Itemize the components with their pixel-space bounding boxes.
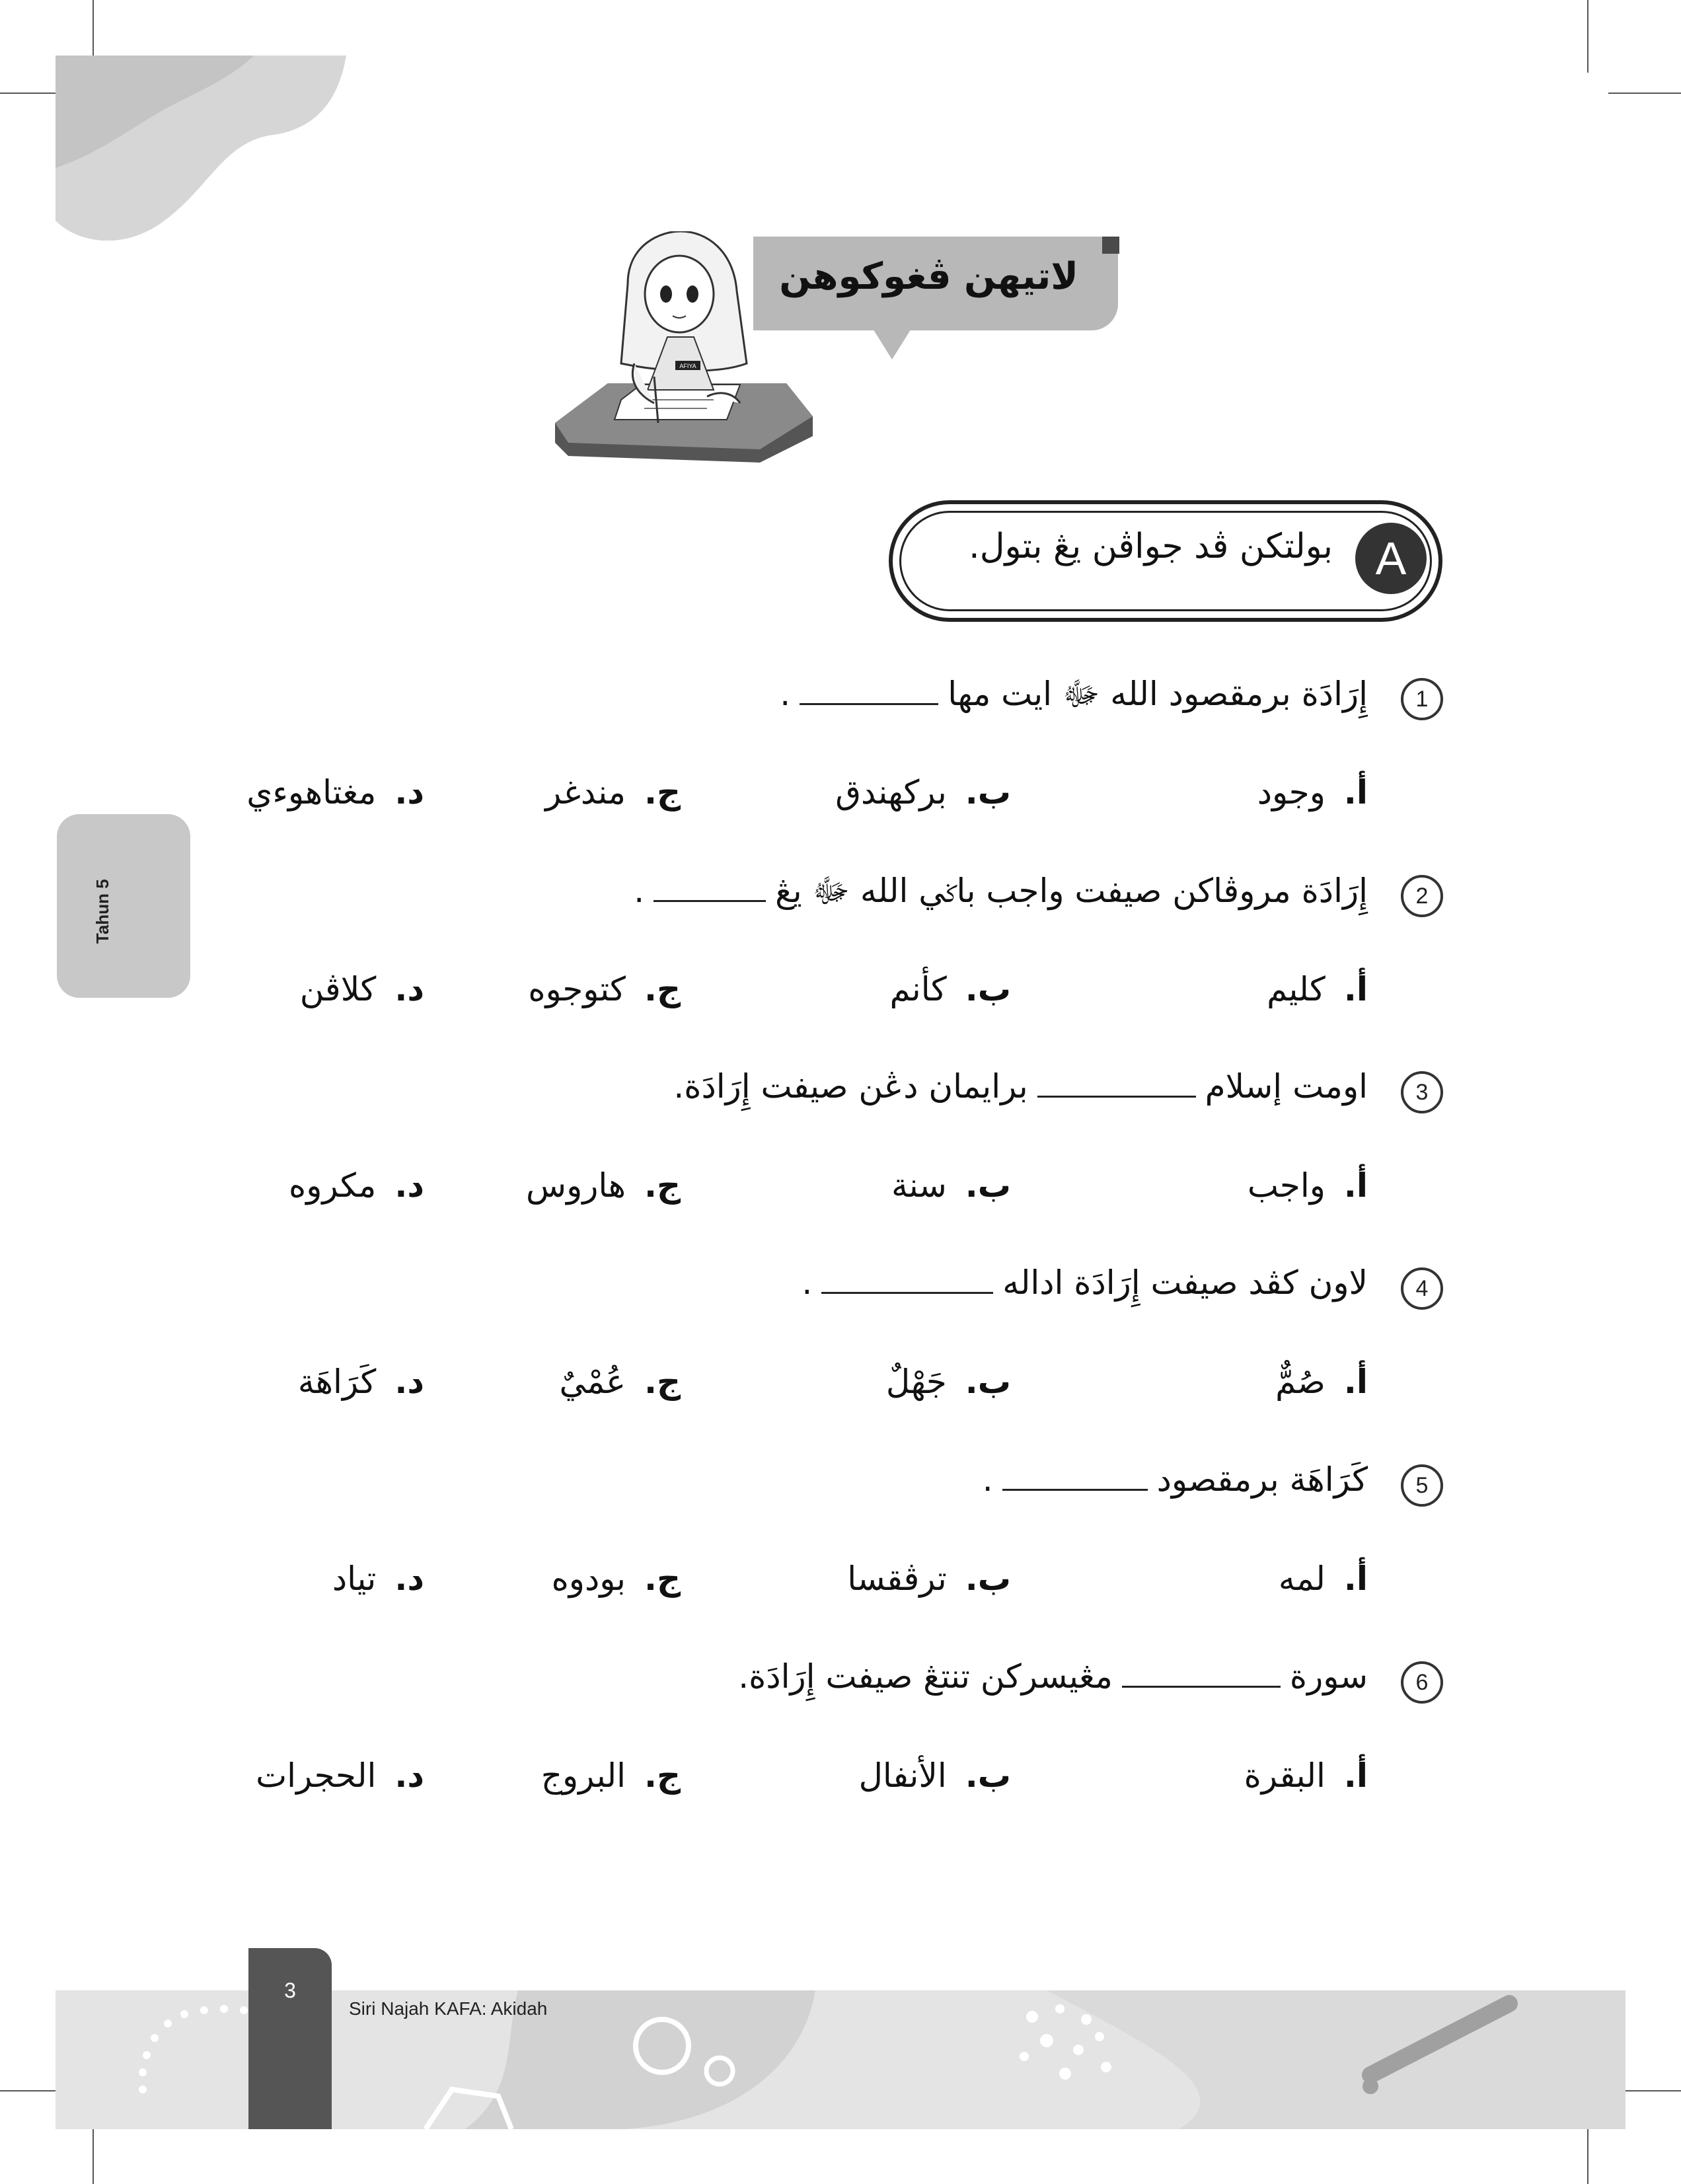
answer-option[interactable] [1279, 1560, 1368, 1598]
option-letter: ب. [965, 1560, 1011, 1598]
answer-option[interactable] [528, 970, 681, 1008]
option-letter: د. [394, 773, 424, 811]
answer-blank[interactable] [1002, 1480, 1148, 1491]
option-text: مغتاهوءي [246, 773, 377, 811]
answer-blank[interactable] [654, 891, 766, 902]
option-text: بركهندق [835, 773, 947, 811]
section-instruction: بولتكن ڤد جواڤن يڠ بتول. [969, 527, 1333, 566]
answer-option[interactable] [545, 773, 681, 811]
option-text: عُمْيٌ [559, 1363, 626, 1401]
section-header [889, 500, 1442, 622]
option-text: واجب [1247, 1166, 1326, 1205]
answer-option[interactable] [541, 1756, 681, 1795]
option-text: هاروس [526, 1166, 626, 1205]
option-text: ترڤقسا [847, 1560, 947, 1598]
question-stem: كَرَاهَة برمقصود [1156, 1460, 1368, 1499]
option-text: البروج [541, 1756, 626, 1795]
option-text: مندغر [545, 773, 626, 811]
answer-option[interactable] [859, 1756, 1011, 1795]
option-text: الحجرات [256, 1756, 377, 1795]
side-tab [57, 814, 190, 998]
question-ending: برايمان دڠن صيفت إِرَادَة. [673, 1067, 1028, 1106]
banner-fold [1102, 237, 1119, 254]
answer-blank[interactable] [1122, 1676, 1281, 1688]
option-text: كأنم [889, 970, 947, 1008]
answer-option[interactable] [526, 1166, 681, 1205]
question-number: 6 [1401, 1661, 1443, 1704]
answer-option[interactable] [246, 773, 424, 811]
answer-option[interactable] [1244, 1756, 1368, 1795]
option-text: كليم [1267, 970, 1326, 1008]
section-letter: A [1355, 523, 1427, 594]
answer-option[interactable] [298, 1363, 424, 1401]
crop-mark [1608, 93, 1681, 94]
answer-option[interactable] [1248, 1166, 1368, 1205]
answer-option[interactable] [886, 1363, 1011, 1401]
name-badge: AFIYA [679, 363, 696, 369]
series-title: Siri Najah KAFA: Akidah [349, 1998, 548, 2019]
banner-tail [872, 328, 912, 359]
option-text: سنة [891, 1166, 947, 1205]
option-letter: د. [394, 1756, 424, 1795]
question-stem: إِرَادَة مروڤاكن صيفت واجب باݢي الله ﷻ يڠ [775, 872, 1368, 910]
option-letter: ج. [644, 970, 681, 1008]
option-text: لمه [1278, 1560, 1326, 1598]
option-letter: أ. [1343, 1166, 1368, 1205]
page-number-tab [248, 1948, 332, 2129]
question-number: 3 [1401, 1071, 1443, 1113]
question-text [673, 1067, 1368, 1106]
crop-mark [1587, 0, 1588, 73]
option-letter: أ. [1343, 1363, 1368, 1401]
question-number: 5 [1401, 1464, 1443, 1507]
question-number: 2 [1401, 875, 1443, 917]
option-letter: أ. [1343, 773, 1368, 811]
question-text [634, 871, 1368, 919]
option-text: وجود [1257, 773, 1326, 811]
option-letter: ج. [644, 1756, 681, 1795]
option-letter: ج. [644, 1560, 681, 1598]
answer-option[interactable] [332, 1560, 424, 1598]
question-text [780, 674, 1368, 722]
answer-option[interactable] [1267, 970, 1368, 1008]
answer-option[interactable] [256, 1756, 424, 1795]
option-letter: ب. [965, 1166, 1011, 1205]
question-number: 1 [1401, 678, 1443, 720]
option-letter: ج. [644, 773, 681, 811]
question-ending: . [780, 675, 791, 713]
option-letter: د. [394, 970, 424, 1008]
answer-blank[interactable] [821, 1283, 993, 1294]
option-text: كَرَاهَة [297, 1363, 377, 1401]
option-text: تياد [332, 1560, 377, 1598]
option-text: البقرة [1244, 1756, 1326, 1795]
side-tab-label: Tahun 5 [93, 879, 112, 944]
activity-banner [753, 237, 1118, 330]
answer-option[interactable] [847, 1560, 1011, 1598]
option-letter: ج. [644, 1363, 681, 1401]
question-text [983, 1460, 1368, 1499]
answer-blank[interactable] [800, 694, 938, 705]
corner-decoration [56, 56, 346, 241]
option-text: مكروه [289, 1166, 377, 1205]
answer-option[interactable] [1275, 1363, 1368, 1401]
banner-title: لاتيهن ڤغوكوهن [779, 255, 1078, 298]
question-stem: إِرَادَة برمقصود الله ﷻ ايت مها [948, 675, 1368, 713]
option-letter: د. [394, 1560, 424, 1598]
option-letter: ب. [965, 773, 1011, 811]
question-stem: لاون كڤد صيفت إِرَادَة اداله [1002, 1263, 1368, 1302]
option-letter: أ. [1343, 1560, 1368, 1598]
answer-blank[interactable] [1037, 1086, 1196, 1098]
question-ending: . [802, 1263, 813, 1302]
answer-option[interactable] [300, 970, 424, 1008]
answer-option[interactable] [891, 1166, 1011, 1205]
answer-option[interactable] [1257, 773, 1368, 811]
answer-option[interactable] [552, 1560, 681, 1598]
question-text [738, 1657, 1368, 1696]
option-letter: ب. [965, 1363, 1011, 1401]
option-text: صُمٌّ [1275, 1363, 1326, 1401]
option-text: كتوجوه [528, 970, 626, 1008]
question-ending: . [982, 1460, 993, 1499]
option-letter: ب. [965, 970, 1011, 1008]
question-number: 4 [1401, 1267, 1443, 1310]
question-text [802, 1263, 1368, 1302]
option-letter: ج. [644, 1166, 681, 1205]
option-letter: ب. [965, 1756, 1011, 1795]
answer-option[interactable] [835, 773, 1011, 811]
question-ending: . [634, 872, 645, 910]
option-text: بودوه [551, 1560, 626, 1598]
option-text: كلاڤن [299, 970, 377, 1008]
option-letter: د. [394, 1363, 424, 1401]
question-stem: اومت إسلام [1205, 1067, 1368, 1106]
answer-option[interactable] [289, 1166, 424, 1205]
option-text: جَهْلٌ [885, 1363, 947, 1401]
page-number: 3 [284, 1978, 296, 2002]
answer-option[interactable] [560, 1363, 681, 1401]
option-letter: أ. [1343, 1756, 1368, 1795]
answer-option[interactable] [890, 970, 1011, 1008]
option-text: الأنفال [858, 1756, 947, 1795]
option-letter: أ. [1343, 970, 1368, 1008]
option-letter: د. [394, 1166, 424, 1205]
question-ending: مڠيسركن تنتڠ صيفت إِرَادَة. [738, 1657, 1113, 1696]
question-stem: سورة [1289, 1657, 1368, 1696]
